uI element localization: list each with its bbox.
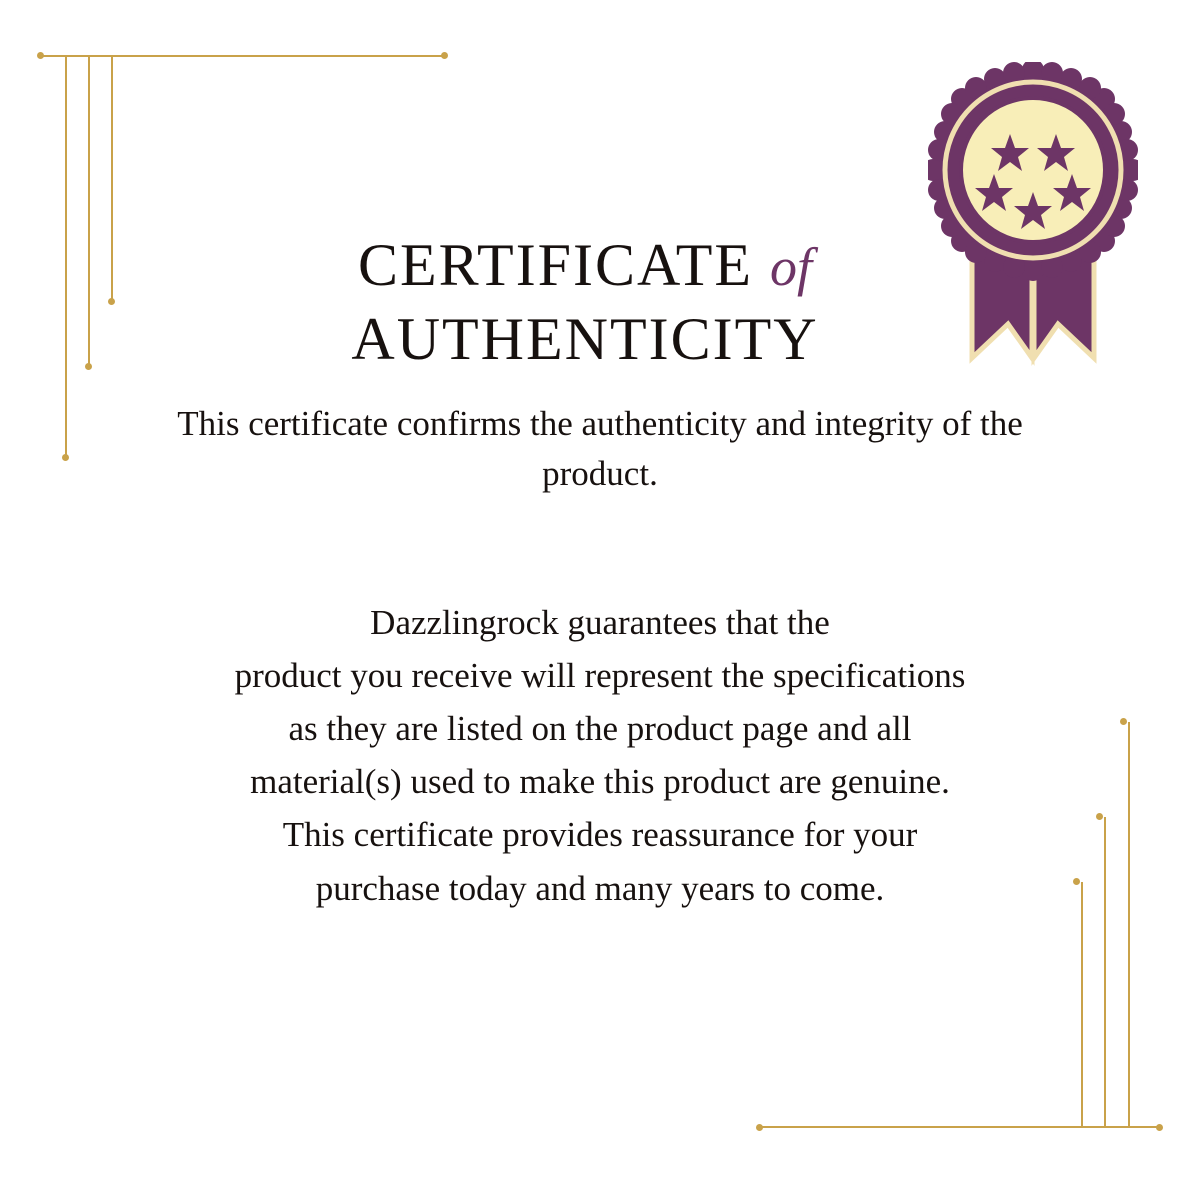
subtitle-line: integrity of the product. <box>542 403 1023 494</box>
body-line: as they are listed on the product page and all <box>288 708 912 748</box>
body-line: This certificate provides reassurance for your <box>282 815 918 855</box>
gold-line-vertical <box>1081 882 1083 1127</box>
gold-line-horizontal <box>760 1126 1160 1128</box>
body-line: Dazzlingrock guarantees that the <box>370 602 830 642</box>
gold-dot <box>756 1124 763 1131</box>
certificate-body <box>125 596 1075 915</box>
title-second-line: AUTHENTICITY <box>351 306 819 373</box>
subtitle-line: This certificate confirms the authenticity and <box>177 403 807 443</box>
body-line: product you receive will represent the specifications <box>234 655 966 695</box>
body-line: material(s) used to make this product are genuine. <box>250 762 950 802</box>
certificate-subtitle <box>170 399 1030 500</box>
title-main: CERTIFICATE <box>357 232 754 298</box>
page-title <box>170 0 1000 377</box>
title-of: of <box>770 237 813 297</box>
gold-dot <box>1156 1124 1163 1131</box>
body-line: purchase today and many years to come. <box>315 868 885 908</box>
